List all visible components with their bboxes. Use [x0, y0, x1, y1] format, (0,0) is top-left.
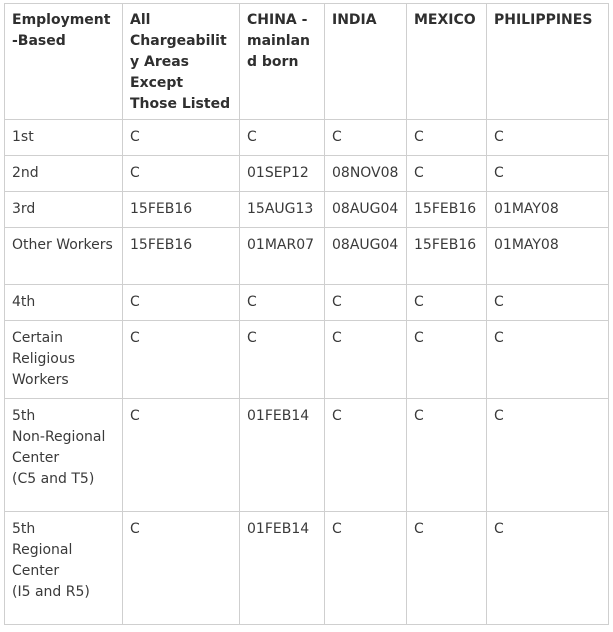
employment-based-dates-table [4, 3, 609, 625]
cell-philippines: 01MAY08 [487, 228, 609, 285]
row-category-cell [5, 285, 123, 321]
cell-china: C [240, 321, 325, 399]
row-category-cell [5, 228, 123, 285]
row-category-label: 4th [12, 294, 36, 310]
cell-china: 01MAR07 [240, 228, 325, 285]
cell-india: C [325, 321, 407, 399]
cell-all-chargeability: 15FEB16 [123, 192, 240, 228]
row-category-cell [5, 120, 123, 156]
cell-china: 15AUG13 [240, 192, 325, 228]
row-category-label: 5th Regional Center (I5 and R5) [12, 521, 90, 600]
cell-india: 08AUG04 [325, 228, 407, 285]
table-row [5, 120, 609, 156]
row-category-label: 1st [12, 129, 34, 145]
table-row [5, 192, 609, 228]
table-row [5, 156, 609, 192]
cell-mexico: 15FEB16 [407, 192, 487, 228]
header-india: INDIA [325, 4, 407, 120]
row-category-cell [5, 192, 123, 228]
table-row [5, 228, 609, 285]
cell-india: C [325, 512, 407, 625]
cell-all-chargeability: C [123, 512, 240, 625]
cell-all-chargeability: C [123, 156, 240, 192]
table-body [5, 120, 609, 625]
cell-china: C [240, 285, 325, 321]
cell-philippines: C [487, 120, 609, 156]
table-row [5, 285, 609, 321]
cell-china: 01SEP12 [240, 156, 325, 192]
cell-india: C [325, 120, 407, 156]
cell-mexico: C [407, 156, 487, 192]
header-employment-based: Employment-Based [5, 4, 123, 120]
row-category-cell [5, 399, 123, 512]
header-philippines: PHILIPPINES [487, 4, 609, 120]
cell-all-chargeability: C [123, 120, 240, 156]
cell-mexico: C [407, 321, 487, 399]
header-all-chargeability: All Chargeability Areas Except Those Listed [123, 4, 240, 120]
header-mexico: MEXICO [407, 4, 487, 120]
row-category-cell [5, 512, 123, 625]
header-china: CHINA - mainland born [240, 4, 325, 120]
cell-philippines: C [487, 156, 609, 192]
cell-philippines: C [487, 512, 609, 625]
cell-india: 08AUG04 [325, 192, 407, 228]
cell-all-chargeability: C [123, 399, 240, 512]
row-category-label: 3rd [12, 201, 36, 217]
cell-india: C [325, 399, 407, 512]
row-category-label: 2nd [12, 165, 39, 181]
cell-philippines: C [487, 399, 609, 512]
row-category-label: Certain Religious Workers [12, 330, 75, 388]
cell-mexico: C [407, 399, 487, 512]
table-header-row [5, 4, 609, 120]
cell-all-chargeability: C [123, 321, 240, 399]
cell-china: 01FEB14 [240, 399, 325, 512]
cell-philippines: 01MAY08 [487, 192, 609, 228]
cell-india: C [325, 285, 407, 321]
cell-china: 01FEB14 [240, 512, 325, 625]
cell-philippines: C [487, 285, 609, 321]
table-row [5, 321, 609, 399]
row-category-cell [5, 321, 123, 399]
cell-china: C [240, 120, 325, 156]
table-row [5, 399, 609, 512]
row-category-cell [5, 156, 123, 192]
cell-india: 08NOV08 [325, 156, 407, 192]
cell-philippines: C [487, 321, 609, 399]
row-category-label: Other Workers [12, 237, 113, 253]
row-category-label: 5th Non-Regional Center (C5 and T5) [12, 408, 106, 487]
cell-mexico: 15FEB16 [407, 228, 487, 285]
cell-all-chargeability: C [123, 285, 240, 321]
cell-mexico: C [407, 120, 487, 156]
cell-mexico: C [407, 512, 487, 625]
cell-mexico: C [407, 285, 487, 321]
table-row [5, 512, 609, 625]
cell-all-chargeability: 15FEB16 [123, 228, 240, 285]
